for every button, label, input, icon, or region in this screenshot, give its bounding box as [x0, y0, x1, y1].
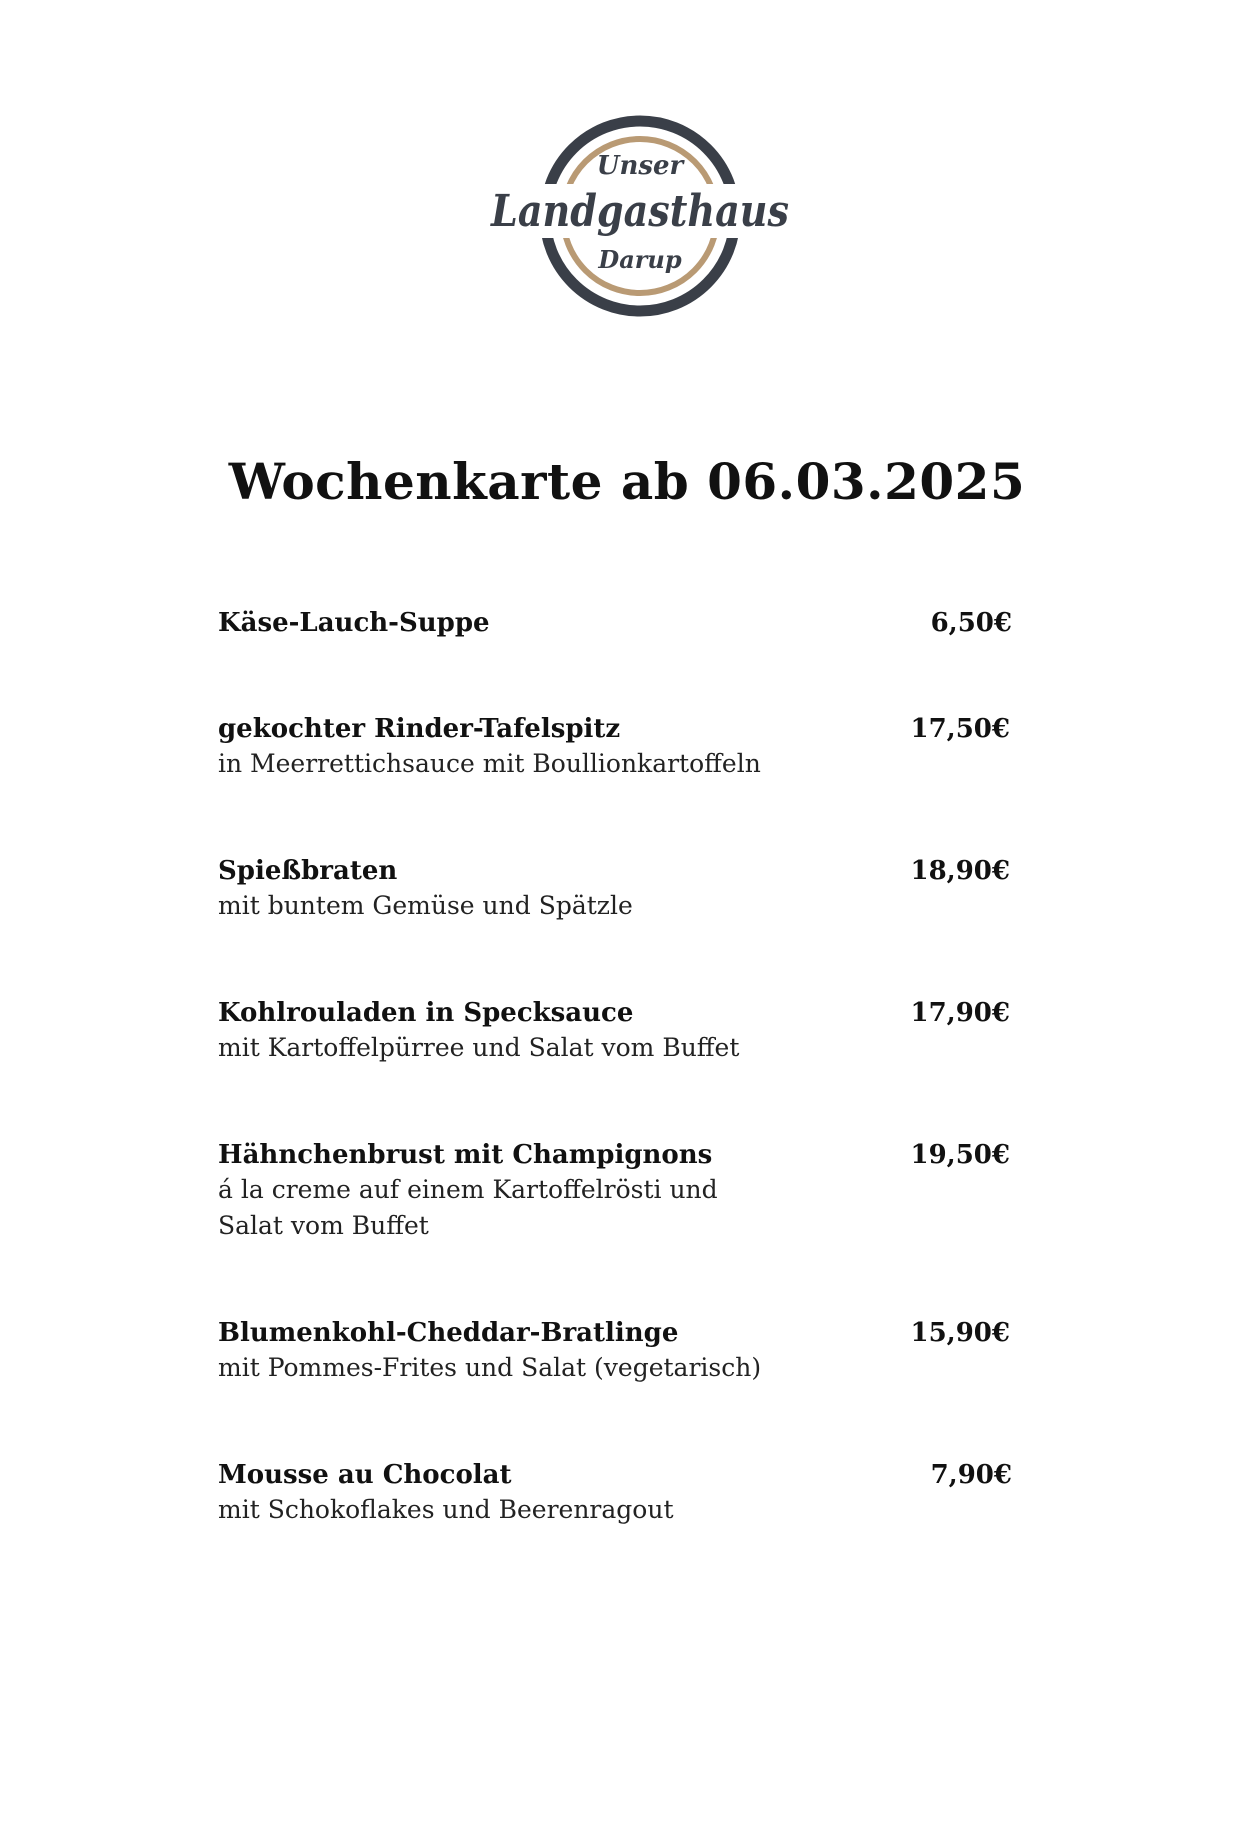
- menu-item-name: gekochter Rinder-Tafelspitz: [218, 714, 621, 744]
- menu-item-description: mit buntem Gemüse und Spätzle: [218, 891, 633, 920]
- menu-item-price: 18,90€: [910, 856, 1010, 886]
- menu-item-description: mit Schokoflakes und Beerenragout: [218, 1495, 674, 1524]
- menu-item-description: mit Kartoffelpürree und Salat vom Buffet: [218, 1033, 740, 1062]
- menu-item-name: Spießbraten: [218, 856, 398, 886]
- menu-item-name: Blumenkohl-Cheddar-Bratlinge: [218, 1318, 679, 1348]
- restaurant-logo: [487, 112, 793, 320]
- menu-item: [218, 854, 1020, 924]
- menu-item: [218, 606, 1020, 640]
- menu-item-name: Mousse au Chocolat: [218, 1460, 512, 1490]
- menu-item-name: Kohlrouladen in Specksauce: [218, 998, 634, 1028]
- menu-item: [218, 1458, 1020, 1528]
- logo-top-word: Unser: [596, 151, 684, 181]
- menu-item-name: Hähnchenbrust mit Champignons: [218, 1140, 713, 1170]
- menu-item-description: in Meerrettichsauce mit Boullionkartoffeln: [218, 749, 761, 778]
- menu-item-price: 17,90€: [910, 998, 1010, 1028]
- menu-item-description: mit Pommes-Frites und Salat (vegetarisch): [218, 1353, 762, 1382]
- menu-item-price: 7,90€: [930, 1460, 1012, 1490]
- logo-bottom-word: Darup: [598, 245, 682, 274]
- menu-item-description: á la creme auf einem Kartoffelrösti und Salat vom Buffet: [218, 1175, 718, 1240]
- menu-item: [218, 996, 1020, 1066]
- menu-item: [218, 1316, 1020, 1386]
- menu-item: [218, 1138, 1020, 1244]
- menu-item-price: 17,50€: [910, 714, 1010, 744]
- logo-main-word: Landgasthaus: [489, 186, 789, 237]
- menu-item-name: Käse-Lauch-Suppe: [218, 608, 490, 638]
- menu-item-price: 15,90€: [910, 1318, 1010, 1348]
- menu-item: [218, 712, 1020, 782]
- page-title: Wochenkarte ab 06.03.2025: [228, 452, 1026, 511]
- menu-item-price: 6,50€: [930, 608, 1012, 638]
- menu-item-price: 19,50€: [910, 1140, 1010, 1170]
